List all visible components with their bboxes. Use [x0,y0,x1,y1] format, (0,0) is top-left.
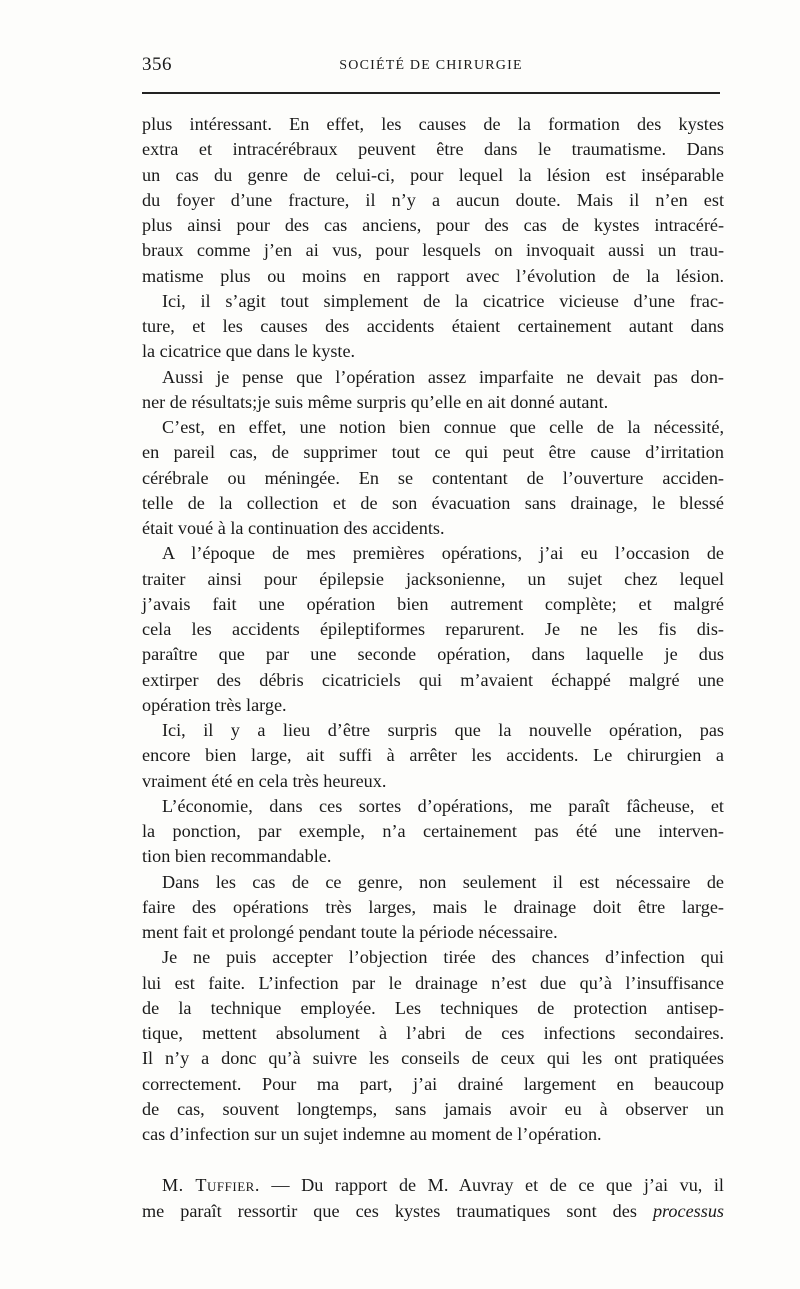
text-line: du foyer d’une fracture, il n’y a aucun doute. Mais il n’en est [142,189,724,210]
text-line: plus intéressant. En effet, les causes de la formation des kystes [142,114,724,134]
paragraph-5 [142,541,724,718]
paragraph-10 [142,1173,724,1224]
text-line: correctement. Pour ma part, j’ai drainé largement en beaucoup [142,1073,724,1094]
text-line: la cicatrice que dans le kyste. [142,341,356,362]
text-line: de cas, souvent longtemps, sans jamais avoir eu à observer un [142,1098,724,1119]
text-line: C’est, en effet, une notion bien connue que celle de la nécessité, [162,417,724,437]
text-line: encore bien large, ait suffi à arrêter les accidents. Le chirurgien a [142,745,724,766]
paragraph-8 [142,870,724,946]
text-line: Dans les cas de ce genre, non seulement il est nécessaire de [162,871,724,892]
speaker-name: M. Tuffier. [162,1175,260,1196]
page-number: 356 [142,54,172,75]
text-line [142,1199,724,1224]
text-line: A l’époque de mes premières opérations, j’ai eu l’occasion de [162,543,724,564]
text-line: ment fait et prolongé pendant toute la période nécessaire. [142,922,558,942]
body-text [142,112,724,1224]
paragraph-9 [142,945,724,1147]
text-line: ner de résultats;je suis même surpris qu’elle en ait donné autant. [142,391,609,412]
text-line: extirper des débris cicatriciels qui m’avaient échappé malgré une [142,669,724,690]
text-line: un cas du genre de celui-ci, pour lequel la lésion est inséparable [142,164,724,185]
text-segment: — Du rapport de M. Auvray et de ce que j’ai vu, il [259,1175,724,1196]
text-line: opération très large. [142,694,287,715]
text-line: telle de la collection et de son évacuation sans drainage, le blessé [142,492,724,513]
text-line: paraître que par une seconde opération, dans laquelle je dus [142,644,724,665]
text-line: tique, mettent absolument à l’abri de ces infections secondaires. [142,1023,724,1043]
running-head: SOCIÉTÉ DE CHIRURGIE [339,58,523,73]
paragraph-2 [142,289,724,365]
text-line: cas d’infection sur un sujet indemne au moment de l’opération. [142,1124,602,1144]
text-line: j’avais fait une opération bien autrement complète; et malgré [142,593,724,614]
text-line: Il n’y a donc qu’à suivre les conseils de ceux qui les ont pratiquées [142,1048,724,1069]
text-line: ture, et les causes des accidents étaient certainement autant dans [142,316,724,336]
text-line: cérébrale ou méningée. En se contentant de l’ouverture acciden- [142,467,724,488]
text-line: la ponction, par exemple, n’a certainement pas été une interven- [142,821,724,841]
paragraph-4 [142,415,724,541]
italic-word: processus [652,1200,724,1221]
paragraph-6 [142,718,724,794]
text-line: en pareil cas, de supprimer tout ce qui peut être cause d’irritation [142,442,724,463]
paragraph-7 [142,794,724,870]
paragraph-1 [142,112,724,289]
text-segment: me paraît ressortir que ces kystes traumatiques sont des [142,1200,653,1221]
text-line: était voué à la continuation des accidents. [142,518,445,538]
text-line: L’économie, dans ces sortes d’opérations, me paraît fâcheuse, et [162,795,724,816]
text-line: plus ainsi pour des cas anciens, pour des cas de kystes intracéré- [142,215,724,235]
section-gap [142,1147,724,1173]
text-line: Ici, il s’agit tout simplement de la cicatrice vicieuse d’une frac- [162,290,724,311]
text-line: braux comme j’en ai vus, pour lesquels on invoquait aussi un trau- [142,240,724,261]
header-rule [142,92,720,94]
text-line: extra et intracérébraux peuvent être dans le traumatisme. Dans [142,139,724,160]
text-line: Aussi je pense que l’opération assez imparfaite ne devait pas don- [162,366,724,387]
page-header [142,48,720,88]
text-line: faire des opérations très larges, mais le drainage doit être large- [142,896,724,917]
text-line [142,1173,724,1198]
text-line: cela les accidents épileptiformes reparurent. Je ne les fis dis- [142,619,724,639]
text-line: de la technique employée. Les techniques de protection antisep- [142,997,724,1018]
text-line: vraiment été en cela très heureux. [142,770,387,791]
text-line: tion bien recommandable. [142,846,332,867]
text-line: Je ne puis accepter l’objection tirée des chances d’infection qui [162,947,724,968]
text-line: Ici, il y a lieu d’être surpris que la nouvelle opération, pas [162,720,724,740]
text-line: traiter ainsi pour épilepsie jacksonienne, un sujet chez lequel [142,568,724,589]
text-line: matisme plus ou moins en rapport avec l’évolution de la lésion. [142,265,724,286]
text-line: lui est faite. L’infection par le drainage n’est due qu’à l’insuffisance [142,972,724,993]
paragraph-3 [142,365,724,416]
